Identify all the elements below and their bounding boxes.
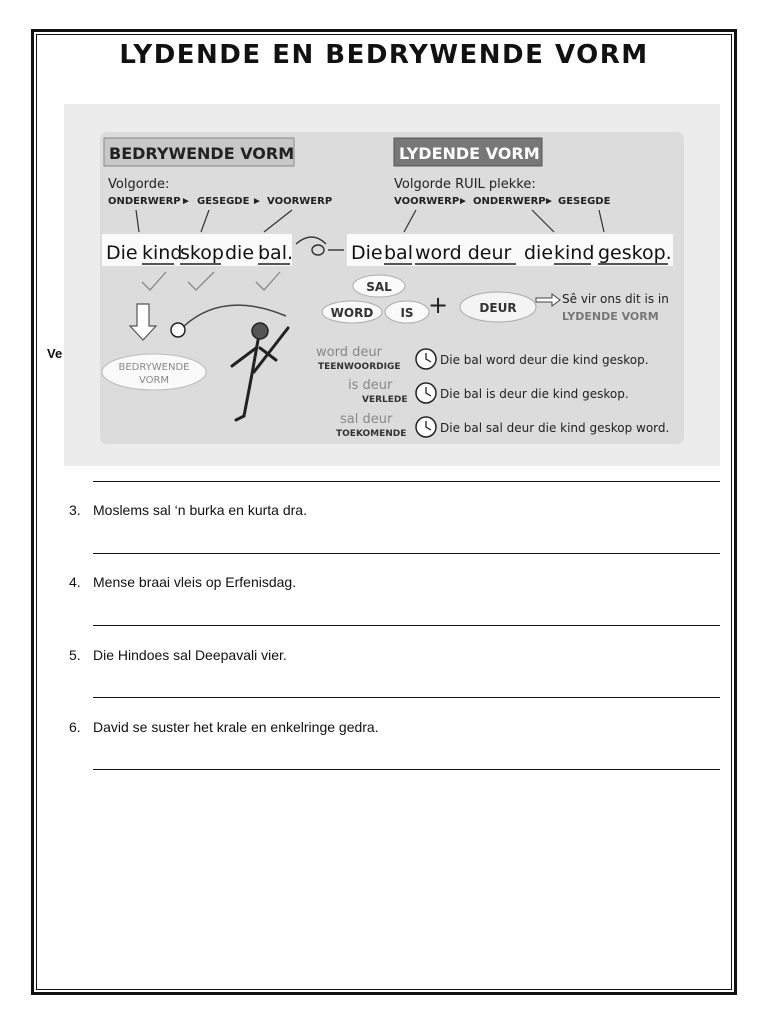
grammar-infographic xyxy=(64,104,720,466)
active-order-label: Volgorde: xyxy=(108,177,170,192)
order-arrow-icon: ► xyxy=(458,196,468,207)
active-order-3: VOORWERP xyxy=(267,196,333,207)
svg-text:VORM: VORM xyxy=(138,375,170,386)
svg-text:VERLEDE: VERLEDE xyxy=(362,395,408,405)
answer-line[interactable] xyxy=(93,481,720,482)
svg-text:IS: IS xyxy=(400,306,414,320)
svg-text:TEENWOORDIGE: TEENWOORDIGE xyxy=(318,362,401,372)
passive-heading: LYDENDE VORM xyxy=(399,144,540,163)
down-arrow-icon xyxy=(130,304,156,340)
passive-order-2: ONDERWERP xyxy=(473,196,546,207)
question-text: Moslems sal ‘n burka en kurta dra. xyxy=(93,502,307,518)
question-number: 5. xyxy=(69,647,81,663)
deur-cloud xyxy=(460,292,536,322)
helper-word xyxy=(322,301,382,323)
swap-circle-icon xyxy=(312,245,324,255)
partial-instruction-label: Ve xyxy=(47,346,63,361)
right-arrow-icon xyxy=(536,294,560,306)
order-pointer-arrows xyxy=(136,210,604,232)
question-6 xyxy=(69,719,379,735)
svg-text:SAL: SAL xyxy=(366,280,392,294)
svg-text:word deur: word deur xyxy=(316,345,382,360)
svg-text:sal deur: sal deur xyxy=(340,412,393,427)
question-text: Mense braai vleis op Erfenisdag. xyxy=(93,574,297,590)
active-sentence: Die kind skop die bal. xyxy=(106,242,294,264)
svg-text:is deur: is deur xyxy=(348,378,393,393)
tense-row-past xyxy=(348,378,629,405)
question-number: 3. xyxy=(69,502,81,518)
helper-sal xyxy=(353,275,405,297)
order-arrow-icon: ► xyxy=(544,196,554,207)
active-order-1: ONDERWERP xyxy=(108,196,181,207)
kick-arc xyxy=(184,305,286,326)
says-form: LYDENDE VORM xyxy=(562,310,659,323)
passive-order-3: GESEGDE xyxy=(558,196,611,207)
answer-line[interactable] xyxy=(93,625,720,626)
page-title: LYDENDE EN BEDRYWENDE VORM xyxy=(119,40,649,70)
answer-line[interactable] xyxy=(93,697,720,698)
helper-is xyxy=(385,301,429,323)
passive-sentence: Die bal word deur die kind geskop. xyxy=(351,242,672,264)
swap-arrow-icon xyxy=(296,237,326,244)
active-form-cloud xyxy=(102,354,206,390)
svg-text:Die bal is deur die kind gesko: Die bal is deur die kind geskop. xyxy=(440,387,629,401)
question-5 xyxy=(69,647,287,663)
order-arrow-icon: ► xyxy=(181,196,191,207)
question-4 xyxy=(69,574,296,590)
question-number: 4. xyxy=(69,574,81,590)
question-number: 6. xyxy=(69,719,81,735)
question-3 xyxy=(69,502,307,518)
says-text: Sê vir ons dit is in xyxy=(562,292,669,306)
ball-icon xyxy=(171,323,185,337)
kicking-person-icon xyxy=(232,323,288,420)
svg-text:TOEKOMENDE: TOEKOMENDE xyxy=(336,429,407,439)
answer-line[interactable] xyxy=(93,769,720,770)
question-text: Die Hindoes sal Deepavali vier. xyxy=(93,647,287,663)
svg-text:WORD: WORD xyxy=(330,306,374,320)
svg-text:Die bal word deur die kind ges: Die bal word deur die kind geskop. xyxy=(440,353,649,367)
order-arrow-icon: ► xyxy=(252,196,262,207)
question-text: David se suster het krale en enkelringe gedra. xyxy=(93,719,379,735)
answer-line[interactable] xyxy=(93,553,720,554)
passive-order-1: VOORWERP xyxy=(394,196,460,207)
infographic-drawing xyxy=(64,104,720,466)
tense-row-present xyxy=(316,345,649,372)
svg-text:Die bal sal deur die kind gesk: Die bal sal deur die kind geskop word. xyxy=(440,421,670,435)
active-order-2: GESEGDE xyxy=(197,196,250,207)
active-heading: BEDRYWENDE VORM xyxy=(109,144,295,163)
plus-icon: + xyxy=(428,291,449,319)
svg-text:BEDRYWENDE: BEDRYWENDE xyxy=(118,362,190,373)
tense-row-future xyxy=(336,412,669,439)
tick-marks xyxy=(142,272,280,290)
passive-order-label: Volgorde RUIL plekke: xyxy=(394,177,536,192)
svg-text:DEUR: DEUR xyxy=(479,301,517,315)
